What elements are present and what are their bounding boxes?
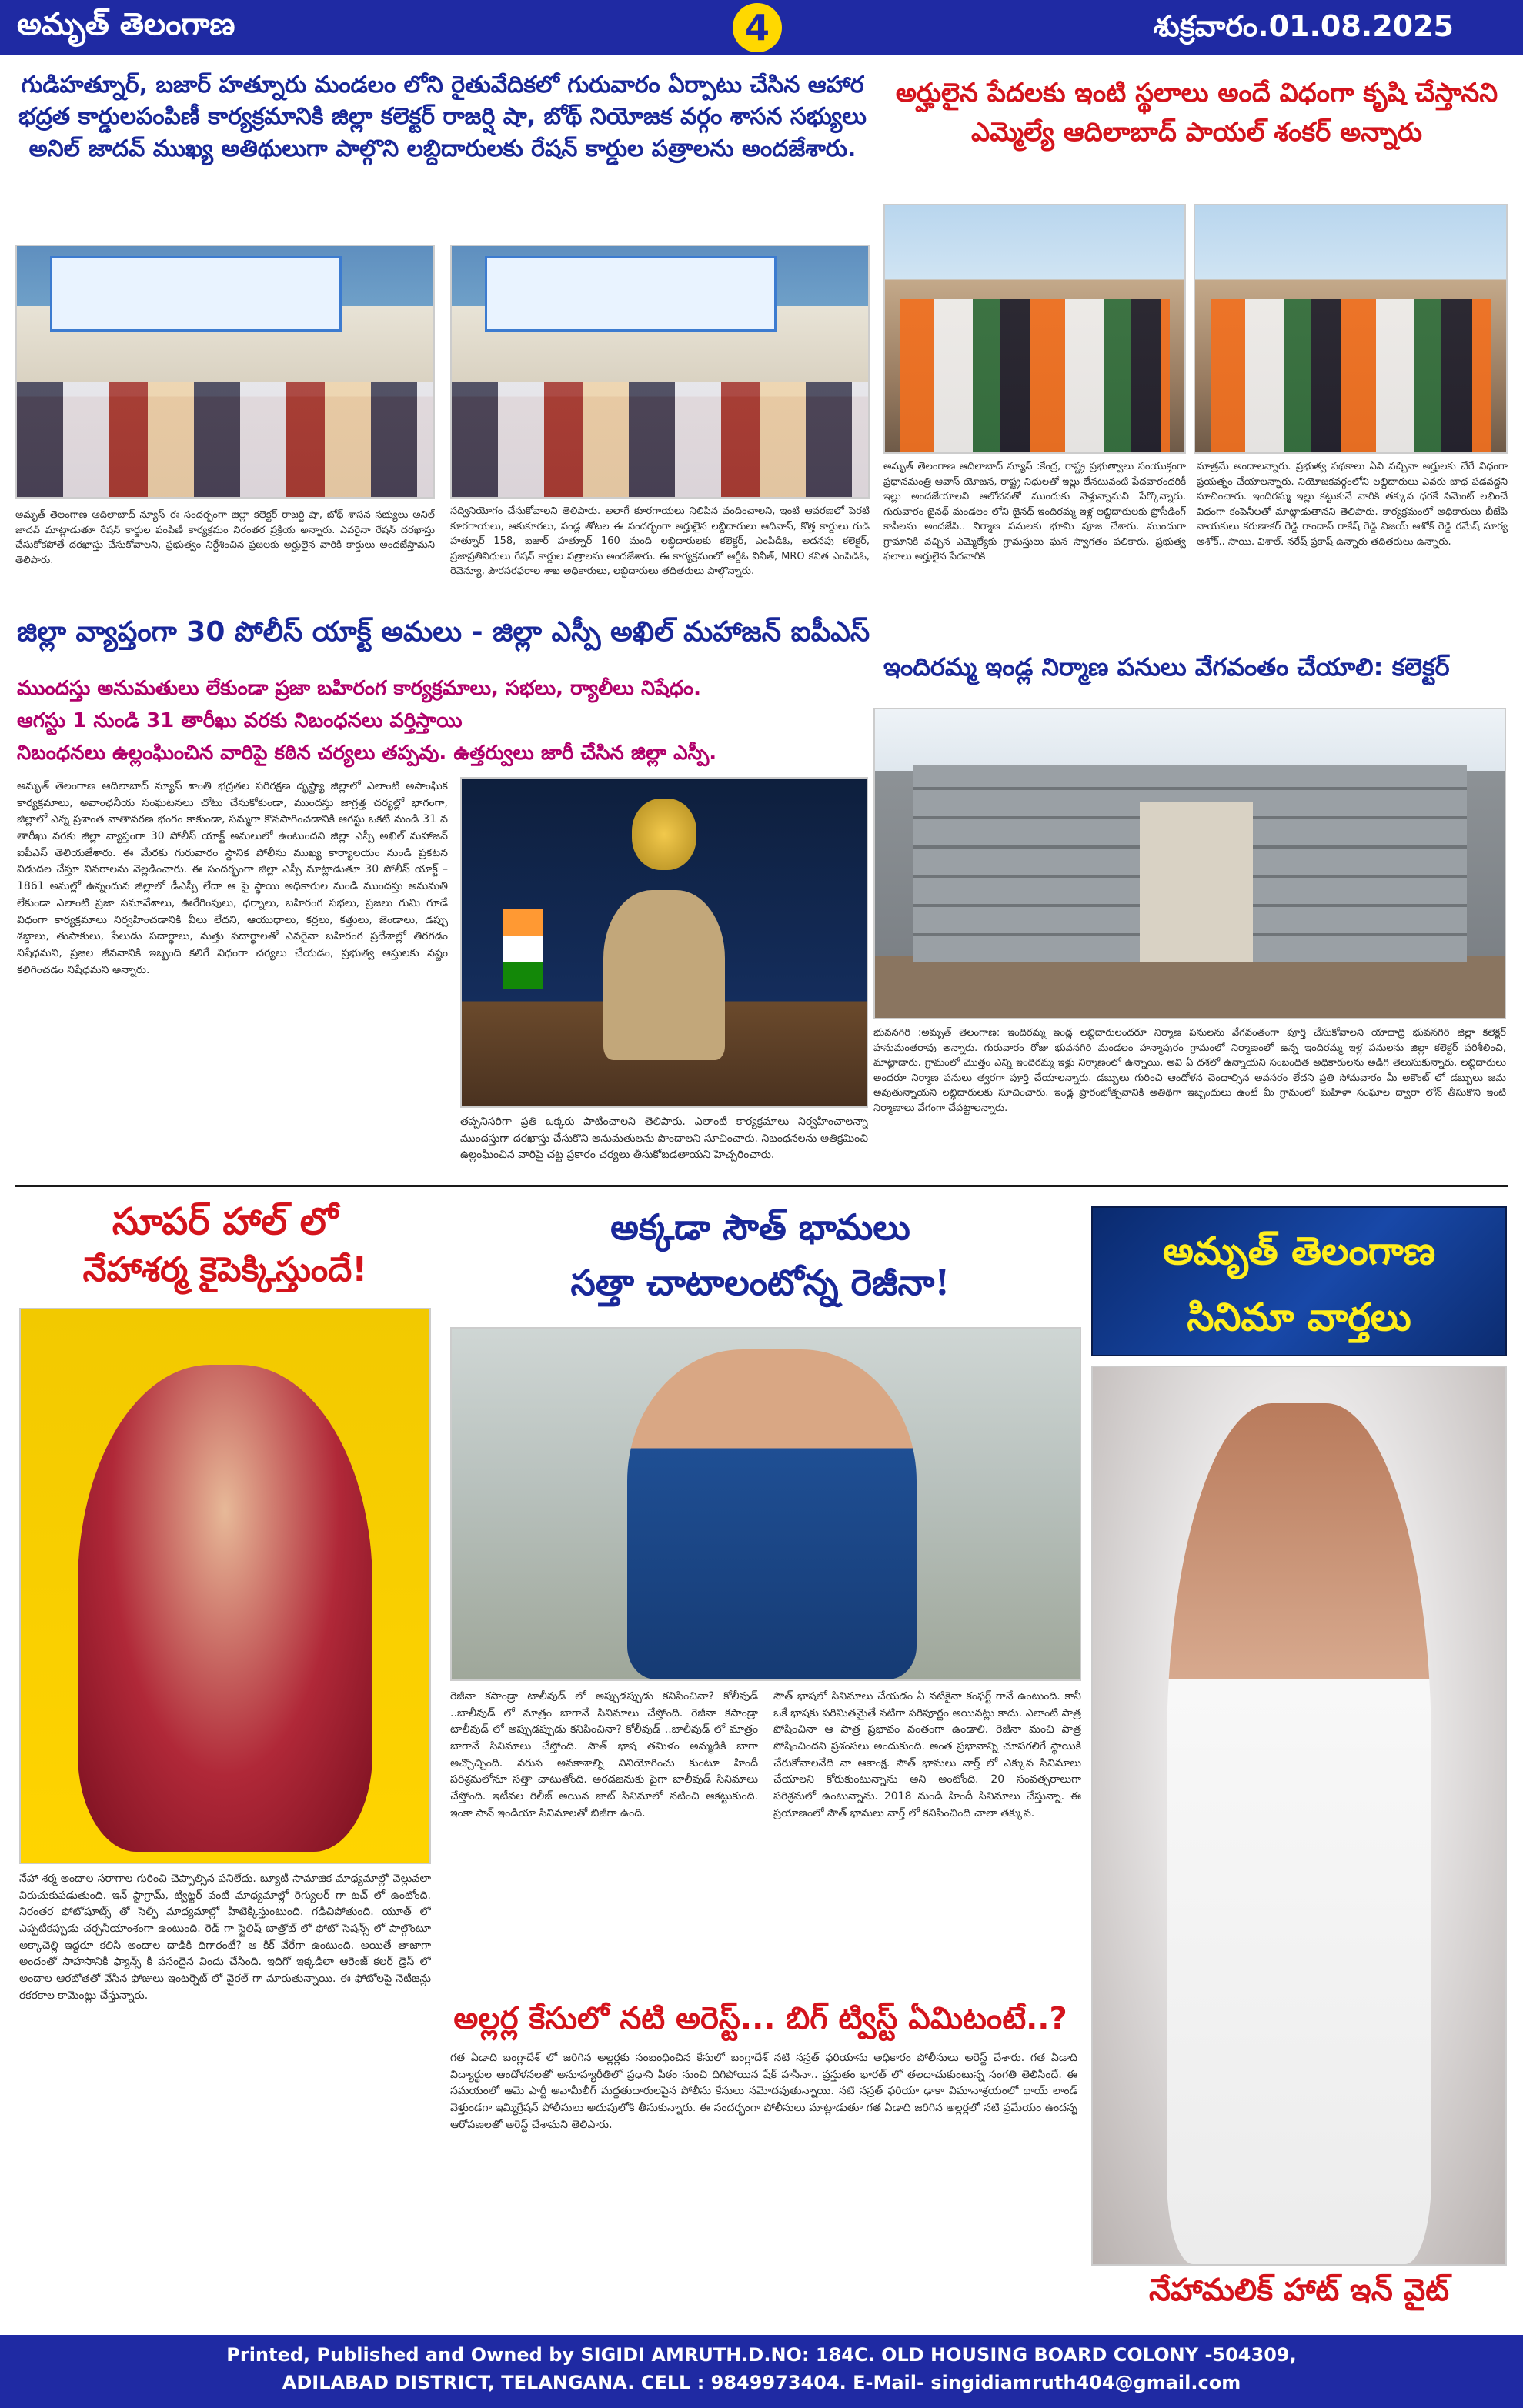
story3-subhead-3: నిబంధనలు ఉల్లంఘించిన వారిపై కఠిన చర్యలు తప్పవు. ఉత్తర్వులు జారీ చేసిన జిల్లా ఎస్పీ. xyxy=(17,742,717,765)
story3-body-right: తప్పనిసరిగా ప్రతి ఒక్కరు పాటించాలని తెలిపారు. ఎలాంటి కార్యక్రమాలు నిర్వహించాలన్నా ముందస్తుగా దరఖాస్తు చేసుకొని అనుమతులను పొందాలని సూచించారు. నిబంధనలను అతిక్రమించి ఉల్లంఘించిన వారిపై చట్ట ప్రకారం చర్యలు తీసుకోబడతాయని హెచ్చరించారు. xyxy=(460,1116,868,1162)
cinema-banner-line-1: అమృత్ తెలంగాణ xyxy=(1162,1228,1436,1273)
cinema1-headline-1: సూపర్ హాల్ లో xyxy=(112,1200,339,1243)
cinema2-headline-2: సత్తా చాటాలంటోన్న రెజీనా! xyxy=(570,1262,950,1303)
story2-body-right: మాత్రమే అందాలన్నారు. ప్రభుత్వ పథకాలు ఏవి వచ్చినా అర్హులకు చేరే విధంగా ప్రయత్నం చేయాలన్నారు. నియోజకవర్గంలోని లబ్దిదారులు ఎవరు బాధ పడవద్దని సూచించారు. ఇందిరమ్మ ఇల్లు కట్టుకునే వారికి తక్కువ ధరకే సిమెంట్ లభించే విధంగా కంపెనీలతో మాట్లాడుతానని తెలిపారు. కార్యక్రమంలో అధికారులు బీజేపి నాయకులు కరుణాకర్ రెడ్డి రాందాస్ రాకేష్ రెడ్డి విజయ్ ఆశోక్ రెడ్డి రమేష్ సూర్య అశోక్.. సాయి. విశాల్. నరేష్ ప్రకాష్ ఉన్నారు తదితరులు ఉన్నారు. xyxy=(1197,461,1508,548)
imprint-line-1: Printed, Published and Owned by SIGIDI AMRUTH.D.NO: 184C. OLD HOUSING BOARD COLONY -504309, xyxy=(226,2344,1297,2366)
cinema1-body: నేహా శర్మ అందాల సరాగాల గురించి చెప్పాల్సిన పనిలేదు. బ్యూటీ సామాజిక మాధ్యమాల్లో వెల్లువలా విరుచుకుపడుతుంది. ఇన్ స్టాగ్రామ్, ట్విట్టర్ వంటి మాధ్యమాల్లో రెగ్యులర్ గా టచ్ లో ఉంటోంది. నిరంతర ఫోటోషూట్స్ తో సెల్ఫీ మాధ్యమాల్లో హీటెక్కిస్తుంటుంది. గడిచిపోతుంది. యూత్ లో ఎప్పటికప్పుడు చర్చనీయాంశంగా ఉంటుంది. రెడ్ గా స్టైలిష్ బాత్రోబ్ లో ఫోటో సెషన్స్ లో పాల్గొంటూ అక్కాచెల్లి ఇద్దరూ కలిసి అందాల దాడికి దిగారంటే? ఆ కిక్ వేరేగా ఉంటుంది. అయితే తాజాగా అందంతో సాహసానికి ఫ్యాన్స్ కి పసందైన విందు చేసింది. ఇదిగో ఇక్కడిలా ఆరెంజ్ కలర్ డ్రెస్ లో అందాల ఆరబోతతో వేసిన ఫోజులు ఇంటర్నెట్ లో వైరల్ గా మారుతున్నాయి. ఈ ఫోటోలపై నెటిజన్లు రకరకాల కామెంట్లు చేస్తున్నారు. xyxy=(19,1873,431,2002)
cinema3-body: గత ఏడాది బంగ్లాదేశ్ లో జరిగిన అల్లర్లకు సంబంధించిన కేసులో బంగ్లాదేశ్ నటి నస్రత్ ఫరియాను అధికారం పోలీసులు అరెస్ట్ చేశారు. గత ఏడాది విద్యార్థుల ఆందోళనలతో అనూహ్యరీతిలో ప్రధాని పీఠం నుంచి దిగిపోయిన షేక్ హసీనా.. ప్రస్తుతం భారత్ లో తలదాచుకుంటున్న సంగతి తెలిసిందే. ఈ సమయంలో ఆమె పార్టీ అవామీలీగ్ మద్దతుదారులపైన పోలీసు కేసులు నమోదవుతున్నాయి. నటి నస్రత్ ఫరియా ఢాకా విమానాశ్రయంలో థాయ్ లాండ్ వెళ్తుండగా ఇమ్మిగ్రేషన్ పోలీసులు అదుపులోకి తీసుకున్నారు. ఈ సందర్భంగా పోలీసులు మాట్లాడుతూ గత ఏడాది జరిగిన అల్లర్లలో నటి ప్రమేయం ఉందన్న ఆరోపణలతో అరెస్ట్ చేశామని తెలిపారు. xyxy=(450,2052,1077,2131)
event-attendees xyxy=(17,382,433,497)
story3-headline: జిల్లా వ్యాప్తంగా 30 పోలీస్ యాక్ట్ అమలు - జిల్లా ఎస్పీ అఖిల్ మహాజన్ ఐపీఎస్ xyxy=(17,616,870,648)
page-number-badge: 4 xyxy=(733,3,782,52)
story2-photo-ceremony xyxy=(883,204,1186,454)
cinema1-headline-2: నేహాశర్మ కైపెక్కిస్తుందే! xyxy=(82,1250,368,1289)
cinema2-body-right: సౌత్ భాషలో సినిమాలు చేయడం ఏ నటికైనా కంఫర్ట్ గానే ఉంటుంది. కానీ ఒకే భాషకు పరిమితమైతే నటిగా పరిపూర్ణం అయినట్లు కాదు. ఎలాంటి పాత్ర పోషించినా ఆ పాత్ర ప్రభావం వంతంగా ఉండాలి. రెజీనా మంచి పాత్ర పోషించిందని ప్రశంసలు అందుకుంది. అంత ప్రభావాన్ని చూపగలిగే స్థాయికి చేరుకోవాలనేది నా ఆకాంక్ష. సౌత్ భామలు నార్త్ లో ఎక్కువ సినిమాలు చేయాలని కోరుకుంటున్నాను అని అంటోంది. 20 సంవత్సరాలుగా పరిశ్రమలో ఉంటున్నాను. 2018 నుండి హిందీ సినిమాలు చేస్తున్నా. ఈ ప్రయాణంలో సౌత్ భామలు నార్త్ లో కనిపించింది చాలా తక్కువ. xyxy=(773,1690,1081,1819)
masthead-bar xyxy=(0,0,1523,55)
cinema2-photo-regina xyxy=(450,1327,1081,1681)
cinema1-photo-neha-sharma xyxy=(19,1308,431,1864)
actress-figure xyxy=(1167,1403,1431,2264)
cinema-banner-line-2: సినిమా వార్తలు xyxy=(1187,1294,1411,1339)
actress-figure xyxy=(78,1365,372,1852)
story3-photo-sp xyxy=(460,777,868,1108)
story2-headline: అర్హులైన పేదలకు ఇంటి స్థలాలు అందే విధంగా కృషి చేస్తానని ఎమ్మెల్యే ఆదిలాబాద్ పాయల్ శంకర్ అన్నారు xyxy=(895,78,1498,148)
story4-photo-site xyxy=(873,708,1506,1019)
cinema2-body-left: రెజీనా కసాండ్రా టాలీవుడ్ లో అప్పుడప్పుడు కనిపించినా? కోలీవుడ్ ..బాలీవుడ్ లో మాత్రం బాగానే సినిమాలు చేస్తోంది. రెజీనా కసాండ్రా టాలీవుడ్ లో అప్పుడప్పుడు కనిపించినా? కోలీవుడ్ ..బాలీవుడ్ లో మాత్రం బాగానే సినిమాలు చేస్తోంది. సౌత్ భాష తమిళం అమ్మడికి బాగా అచ్చొచ్చింది. వరుస అవకాశాల్ని వినియోగించు కుంటూ హిందీ పరిశ్రమలోనూ సత్తా చాటుతోంది. అరడజనుకు పైగా బాలీవుడ్ సినిమాలు చేస్తోంది. ఇటీవల రిలీజ్ అయిన జాట్ సినిమాలో నటించి ఆకట్టుకుంది. ఇంకా పాన్ ఇండియా సినిమాలతో బిజీగా ఉంది. xyxy=(450,1690,758,1819)
officer-figure xyxy=(603,890,725,1061)
story1-body-left: అమృత్ తెలంగాణ ఆదిలాబాద్ న్యూస్ ఈ సందర్భంగా జిల్లా కలెక్టర్ రాజర్షి షా, బోథ్ శాసన సభ్యులు అనిల్ జాదవ్ మాట్లాడుతూ రేషన్ కార్డుల పంపిణీ కార్యక్రమం నిరంతర ప్రక్రియ అన్నారు. ఎవరైనా రేషన్ దరఖాస్తు చేసుకోకపోతే దరఖాస్తు చేసుకోవాలని, ప్రభుత్వం నిర్దేశించిన ప్రజలకు అర్హులైన వారికి కార్డులు అందజేస్తామని తెలిపారు. xyxy=(15,509,435,566)
cinema2-headline-1: అక్కడా సౌత్ భామలు xyxy=(610,1206,910,1248)
story1-photo-meeting xyxy=(450,245,870,499)
actress-figure xyxy=(627,1349,916,1679)
event-banner xyxy=(485,256,777,332)
imprint-footer xyxy=(0,2335,1523,2408)
story3-body-left: అమృత్ తెలంగాణ ఆదిలాబాద్ న్యూస్ శాంతి భద్రతల పరిరక్షణ దృష్ట్యా జిల్లాలో ఎలాంటి అసాంఘిక కార్యక్రమాలు, అవాంఛనీయ సంఘటనలు చోటు చేసుకోకుండా, ముందస్తు జాగ్రత్త చర్యల్లో భాగంగా, జిల్లాలో ఎన్న ప్రశాంత వాతావరణ భంగం కాకుండా, సమ్మగా కొనసాగించడానికి ఆగస్టు ఒకటి నుండి 31 వ తారీఖు వరకు జిల్లా వ్యాప్తంగా 30 పోలీస్ యాక్ట్ అమలులో ఉంటుందని జిల్లా ఎస్పీ అఖిల్ మహాజన్ ఐపీఎస్ తెలియజేశారు. ఈ మేరకు గురువారం స్థానిక పోలీసు ముఖ్య కార్యాలయం నుండి ప్రకటన విడుదల చేస్తూ వివరాలను వెల్లడించారు. ఈ సందర్భంగా జిల్లా ఎస్పీ మాట్లాడుతూ 30 పోలీస్ యాక్ట్ – 1861 అమల్లో ఉన్నందున జిల్లాలో డీఎస్పీ లేదా ఆ పై స్థాయి అధికారుల నుండి ముందస్తు అనుమతి లేకుండా ఎలాంటి ప్రజా సమావేశాలు, ఊరేగింపులు, ధర్నాలు, బహిరంగ సభలు, ప్రజలు గుమి గూడే విధంగా కార్యక్రమాలు నిర్వహించడానికి వీలు లేదని, ఆయుధాలు, కర్రలు, కత్తులు, జెండాలు, డప్పు శబ్దాలు, తుపాకులు, పేలుడు పదార్థాలు, మత్తు పదార్థాలతో ఎవరైనా బహిరంగ ప్రదేశాల్లో తిరగడం నిషేధమని, ప్రజల జీవనానికి ఇబ్బంది కలిగే విధంగా చర్యలు చేయడం, ప్రభుత్వ ఆస్తులకు నష్టం కలిగించడం నిషేధమని అన్నారు. xyxy=(17,780,448,976)
cinema4-photo-neha-malik xyxy=(1091,1366,1507,2266)
story4-headline: ఇందిరమ్మ ఇండ్ల నిర్మాణ పనులు వేగవంతం చేయాలి: కలెక్టర్ xyxy=(883,652,1450,682)
story2-photo-bhoomi-puja xyxy=(1194,204,1508,454)
story3-subhead-2: ఆగస్టు 1 నుండి 31 తారీఖు వరకు నిబంధనలు వర్తిస్తాయి xyxy=(17,709,463,732)
story3-subhead-1: ముందస్తు అనుమతులు లేకుండా ప్రజా బహిరంగ కార్యక్రమాలు, సభలు, ర్యాలీలు నిషేధం. xyxy=(17,677,702,700)
flag-icon xyxy=(503,909,543,988)
cinema4-caption: నేహామలిక్ హాట్ ఇన్ వైట్ xyxy=(1148,2273,1450,2308)
section-divider xyxy=(15,1185,1508,1187)
newspaper-title: అమృత్ తెలంగాణ xyxy=(17,6,235,42)
story1-photo-distribution xyxy=(15,245,435,499)
ceremony-crowd xyxy=(900,299,1169,452)
event-attendees xyxy=(452,382,868,497)
issue-date: శుక్రవారం.01.08.2025 xyxy=(1153,9,1454,43)
doorway xyxy=(1140,802,1253,962)
cinema-news-banner xyxy=(1091,1206,1507,1356)
story2-body-left: అమృత్ తెలంగాణ ఆదిలాబాద్ న్యూస్ :కేంద్ర, రాష్ట్ర ప్రభుత్వాలు సంయుక్తంగా ప్రధానమంత్రి ఆవాస్ యోజన, రాష్ట్ర నిధులతో ఇల్లు లేనటువంటి పేదవారందరికీ ఇల్లు అందజేయాలని ఆలోచనతో ముందుకు వెళ్తున్నామని పేర్కొన్నారు. గురువారం జైనథ్ మండలం లోని జైనథ్ ఇందిరమ్మ ఇళ్ల లబ్దిదారులకు ప్రొసీడింగ్ కాపీలను అందజేసి.. నిర్మాణ పనులకు భూమి పూజ చేశారు. ముందుగా గ్రామానికి వచ్చిన ఎమ్మెల్యేకు గ్రామస్తులు ఘన స్వాగతం పలికారు. ప్రభుత్వ ఫలాలు అర్హులైన పేదవారికి xyxy=(883,461,1186,562)
story4-body: భువనగిరి :అమృత్ తెలంగాణ: ఇందిరమ్మ ఇండ్ల లబ్ధిదారులందరూ నిర్మాణ పనులను వేగవంతంగా పూర్తి చేసుకోవాలని యాదాద్రి భువనగిరి జిల్లా కలెక్టర్ హనుమంతరావు అన్నారు. గురువారం రోజు భువనగిరి మండలం హన్మాపురం గ్రామంలో నిర్మాణంలో ఉన్న ఇందిరమ్మ ఇళ్ల పనులను జిల్లా కలెక్టర్ పరిశీలించి, మాట్లాడారు. గ్రామంలో మొత్తం ఎన్ని ఇందిరమ్మ ఇళ్లు నిర్మాణంలో ఉన్నాయి, అవి ఏ దశలో ఉన్నాయని సంబంధిత అధికారులను అడిగి తెలుసుకున్నారు. లబ్ధిదారులు అందరూ నిర్మాణ పనులు త్వరగా పూర్తి చేయాలన్నారు. డబ్బులు గురించి ఆందోళన చెందాల్సిన అవసరం లేదని ప్రతి సోమవారం మీ అకౌంట్ లో డబ్బులు జమ అవుతున్నాయని లబ్ధిదారులకు సూచించారు. ఇండ్ల ప్రారంభోత్సవానికి అతిథిగా ఇబ్బందులు ఉంటే మీ గ్రామంలో మహిళా సంఘాల ద్వారా లోన్ తీసుకొని ఇంటి నిర్మాణాలు వేగంగా చేపట్టాలన్నారు. xyxy=(873,1027,1506,1114)
imprint-line-2: ADILABAD DISTRICT, TELANGANA. CELL : 9849973404. E-Mail- singidiamruth404@gmail.com xyxy=(282,2372,1241,2393)
story1-body-right: సద్వినియోగం చేసుకోవాలని తెలిపారు. అలాగే కూరగాయలు నిలిపిన వందించాలని, ఇంటి ఆవరణలో పెరటి కూరగాయలు, ఆకుకూరలు, పండ్ల తోటల ఈ సందర్భంగా అర్హులైన లబ్దిదారులు ఆదివాస్, కొత్త కార్డులు గుడి హత్నూర్ 158, బజార్ హత్నూర్ 160 మంది లబ్ధిదారులకు కలెక్టర్, ఎంపిడిఓ, అదనపు కలెక్టర్, ప్రజాప్రతినిధులు రేషన్ కార్డుల పత్రాలను అందజేశారు. ఈ కార్యక్రమంలో ఆర్డీఓ వినీత్, MRO కవిత ఎంపిడిఓ, రెవెన్యూ, పౌరసరఫరాల శాఖ అధికారులు, లబ్దిదారులు తదితరులు పాల్గొన్నారు. xyxy=(450,505,870,577)
puja-participants xyxy=(1211,299,1491,452)
cinema3-headline: అల్లర్ల కేసులో నటి అరెస్ట్... బిగ్ ట్విస్ట్ ఏమిటంటే..? xyxy=(453,2001,1067,2036)
police-emblem-icon xyxy=(632,799,696,871)
event-banner xyxy=(50,256,342,332)
story1-headline: గుడిహత్నూర్, బజార్ హత్నూరు మండలం లోని రైతువేదికలో గురువారం ఏర్పాటు చేసిన ఆహార భద్రత కార్డులపంపిణీ కార్యక్రమానికి జిల్లా కలెక్టర్ రాజర్షి షా, బోథ్ నియోజక వర్గం శాసన సభ్యులు అనిల్ జాదవ్ ముఖ్య అతిథులుగా పాల్గొని లబ్దిదారులకు రేషన్ కార్డుల పత్రాలను అందజేశారు. xyxy=(18,72,867,162)
